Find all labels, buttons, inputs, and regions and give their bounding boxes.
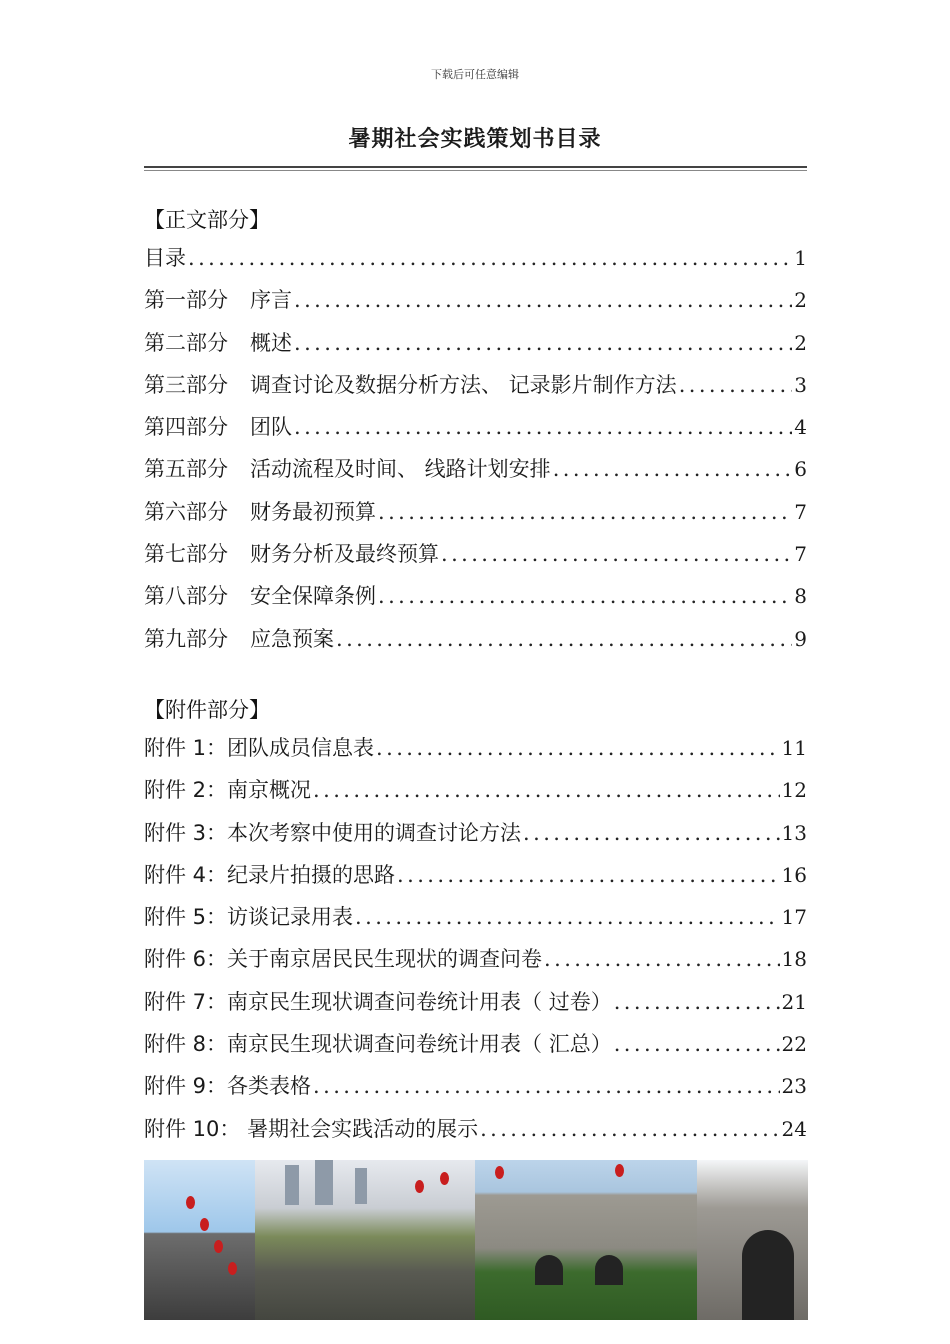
toc-page-number: 21 [781, 989, 807, 1014]
toc-dot-leader [355, 905, 780, 929]
toc-entry[interactable] [144, 369, 807, 411]
toc-entry[interactable] [144, 1113, 807, 1155]
toc-page-number: 22 [781, 1032, 807, 1057]
toc-entry-label: 第六部分 财务最初预算 [144, 499, 376, 524]
toc-entry-label: 附件 8：南京民生现状调查问卷统计用表（ 汇总） [144, 1032, 612, 1057]
toc-dot-leader [480, 1117, 779, 1141]
toc-entry-label: 第三部分 调查讨论及数据分析方法、 记录影片制作方法 [144, 372, 677, 397]
toc-entry-label: 附件 1：团队成员信息表 [144, 736, 375, 760]
toc-page-number: 2 [794, 288, 807, 313]
toc-entry[interactable] [144, 411, 807, 453]
toc-dot-leader [313, 778, 780, 802]
toc-page-number: 16 [781, 862, 807, 887]
toc-dot-leader [378, 500, 792, 524]
toc-page-number: 1 [794, 246, 807, 270]
toc-entry[interactable] [144, 817, 807, 859]
photo-city-wall-lanterns [144, 1160, 255, 1320]
title-divider [144, 166, 807, 168]
toc-entry[interactable] [144, 986, 807, 1028]
toc-entry[interactable] [144, 1028, 807, 1070]
toc-entry[interactable] [144, 623, 807, 665]
toc-entry-label: 第四部分 团队 [144, 415, 292, 440]
toc-dot-leader [441, 542, 792, 566]
toc-dot-leader [397, 863, 780, 887]
toc-entry[interactable] [144, 496, 807, 538]
toc-entry[interactable] [144, 538, 807, 580]
toc-dot-leader [336, 627, 792, 651]
toc-entry-label: 第七部分 财务分析及最终预算 [144, 542, 439, 567]
toc-entry-label: 第二部分 概述 [144, 330, 292, 355]
city-wall-photo-strip [144, 1160, 808, 1320]
toc-page-number: 18 [781, 947, 807, 972]
toc-dot-leader [553, 457, 793, 481]
toc-dot-leader [378, 584, 792, 608]
toc-page-number: 3 [794, 372, 807, 397]
toc-entry-label: 附件 10： 暑期社会实践活动的展示 [144, 1116, 479, 1141]
toc-page-number: 24 [781, 1116, 807, 1141]
toc-page-number: 13 [781, 820, 807, 845]
toc-entry-label: 第五部分 活动流程及时间、 线路计划安排 [144, 457, 551, 482]
toc-entry[interactable] [144, 943, 807, 985]
toc-dot-leader [544, 947, 780, 971]
toc-page-number: 12 [781, 778, 807, 803]
toc-page-number: 23 [781, 1074, 807, 1099]
toc-entry-label: 附件 4：纪录片拍摄的思路 [144, 862, 396, 887]
toc-entry[interactable] [144, 453, 807, 495]
toc-entry-label: 附件 5：访谈记录用表 [144, 905, 354, 930]
toc-entry-label: 附件 2：南京概况 [144, 778, 312, 803]
toc-dot-leader [294, 331, 792, 355]
toc-entry-label: 附件 3：本次考察中使用的调查讨论方法 [144, 820, 522, 845]
appendix-toc-list [144, 732, 807, 1155]
toc-dot-leader [188, 246, 792, 270]
toc-entry-label: 第九部分 应急预案 [144, 626, 334, 651]
toc-page-number: 6 [794, 457, 807, 482]
toc-entry-label: 第一部分 序言 [144, 288, 292, 313]
toc-entry[interactable] [144, 774, 807, 816]
toc-entry[interactable] [144, 242, 807, 284]
document-title: 暑期社会实践策划书目录 [348, 127, 602, 152]
toc-dot-leader [376, 736, 780, 760]
toc-page-number: 7 [794, 499, 807, 524]
toc-entry[interactable] [144, 732, 807, 774]
toc-dot-leader [614, 990, 780, 1014]
main-toc-list [144, 242, 807, 665]
photo-wall-gate [475, 1160, 697, 1320]
toc-page-number: 4 [794, 415, 807, 440]
appendix-section-heading: 【附件部分】 [144, 698, 270, 722]
toc-entry-label: 附件 9：各类表格 [144, 1074, 312, 1099]
toc-page-number: 8 [794, 584, 807, 609]
toc-dot-leader [523, 821, 780, 845]
toc-entry[interactable] [144, 580, 807, 622]
toc-page-number: 9 [794, 626, 807, 651]
toc-dot-leader [294, 288, 792, 312]
toc-page-number: 11 [781, 736, 807, 760]
toc-page-number: 2 [794, 330, 807, 355]
toc-entry[interactable] [144, 859, 807, 901]
toc-entry-label: 目录 [144, 246, 186, 270]
toc-entry[interactable] [144, 901, 807, 943]
toc-entry-label: 第八部分 安全保障条例 [144, 584, 376, 609]
toc-dot-leader [614, 1032, 780, 1056]
toc-entry[interactable] [144, 284, 807, 326]
toc-dot-leader [294, 415, 792, 439]
toc-page-number: 17 [781, 905, 807, 930]
toc-entry-label: 附件 6：关于南京居民民生现状的调查问卷 [144, 947, 543, 972]
toc-dot-leader [679, 373, 793, 397]
photo-gate-arch [697, 1160, 808, 1320]
header-note: 下载后可任意编辑 [431, 68, 519, 81]
toc-page-number: 7 [794, 542, 807, 567]
toc-entry[interactable] [144, 327, 807, 369]
photo-city-skyline-wall [255, 1160, 475, 1320]
main-section-heading: 【正文部分】 [144, 208, 270, 232]
toc-entry[interactable] [144, 1070, 807, 1112]
toc-entry-label: 附件 7：南京民生现状调查问卷统计用表（ 过卷） [144, 989, 612, 1014]
toc-dot-leader [313, 1074, 780, 1098]
